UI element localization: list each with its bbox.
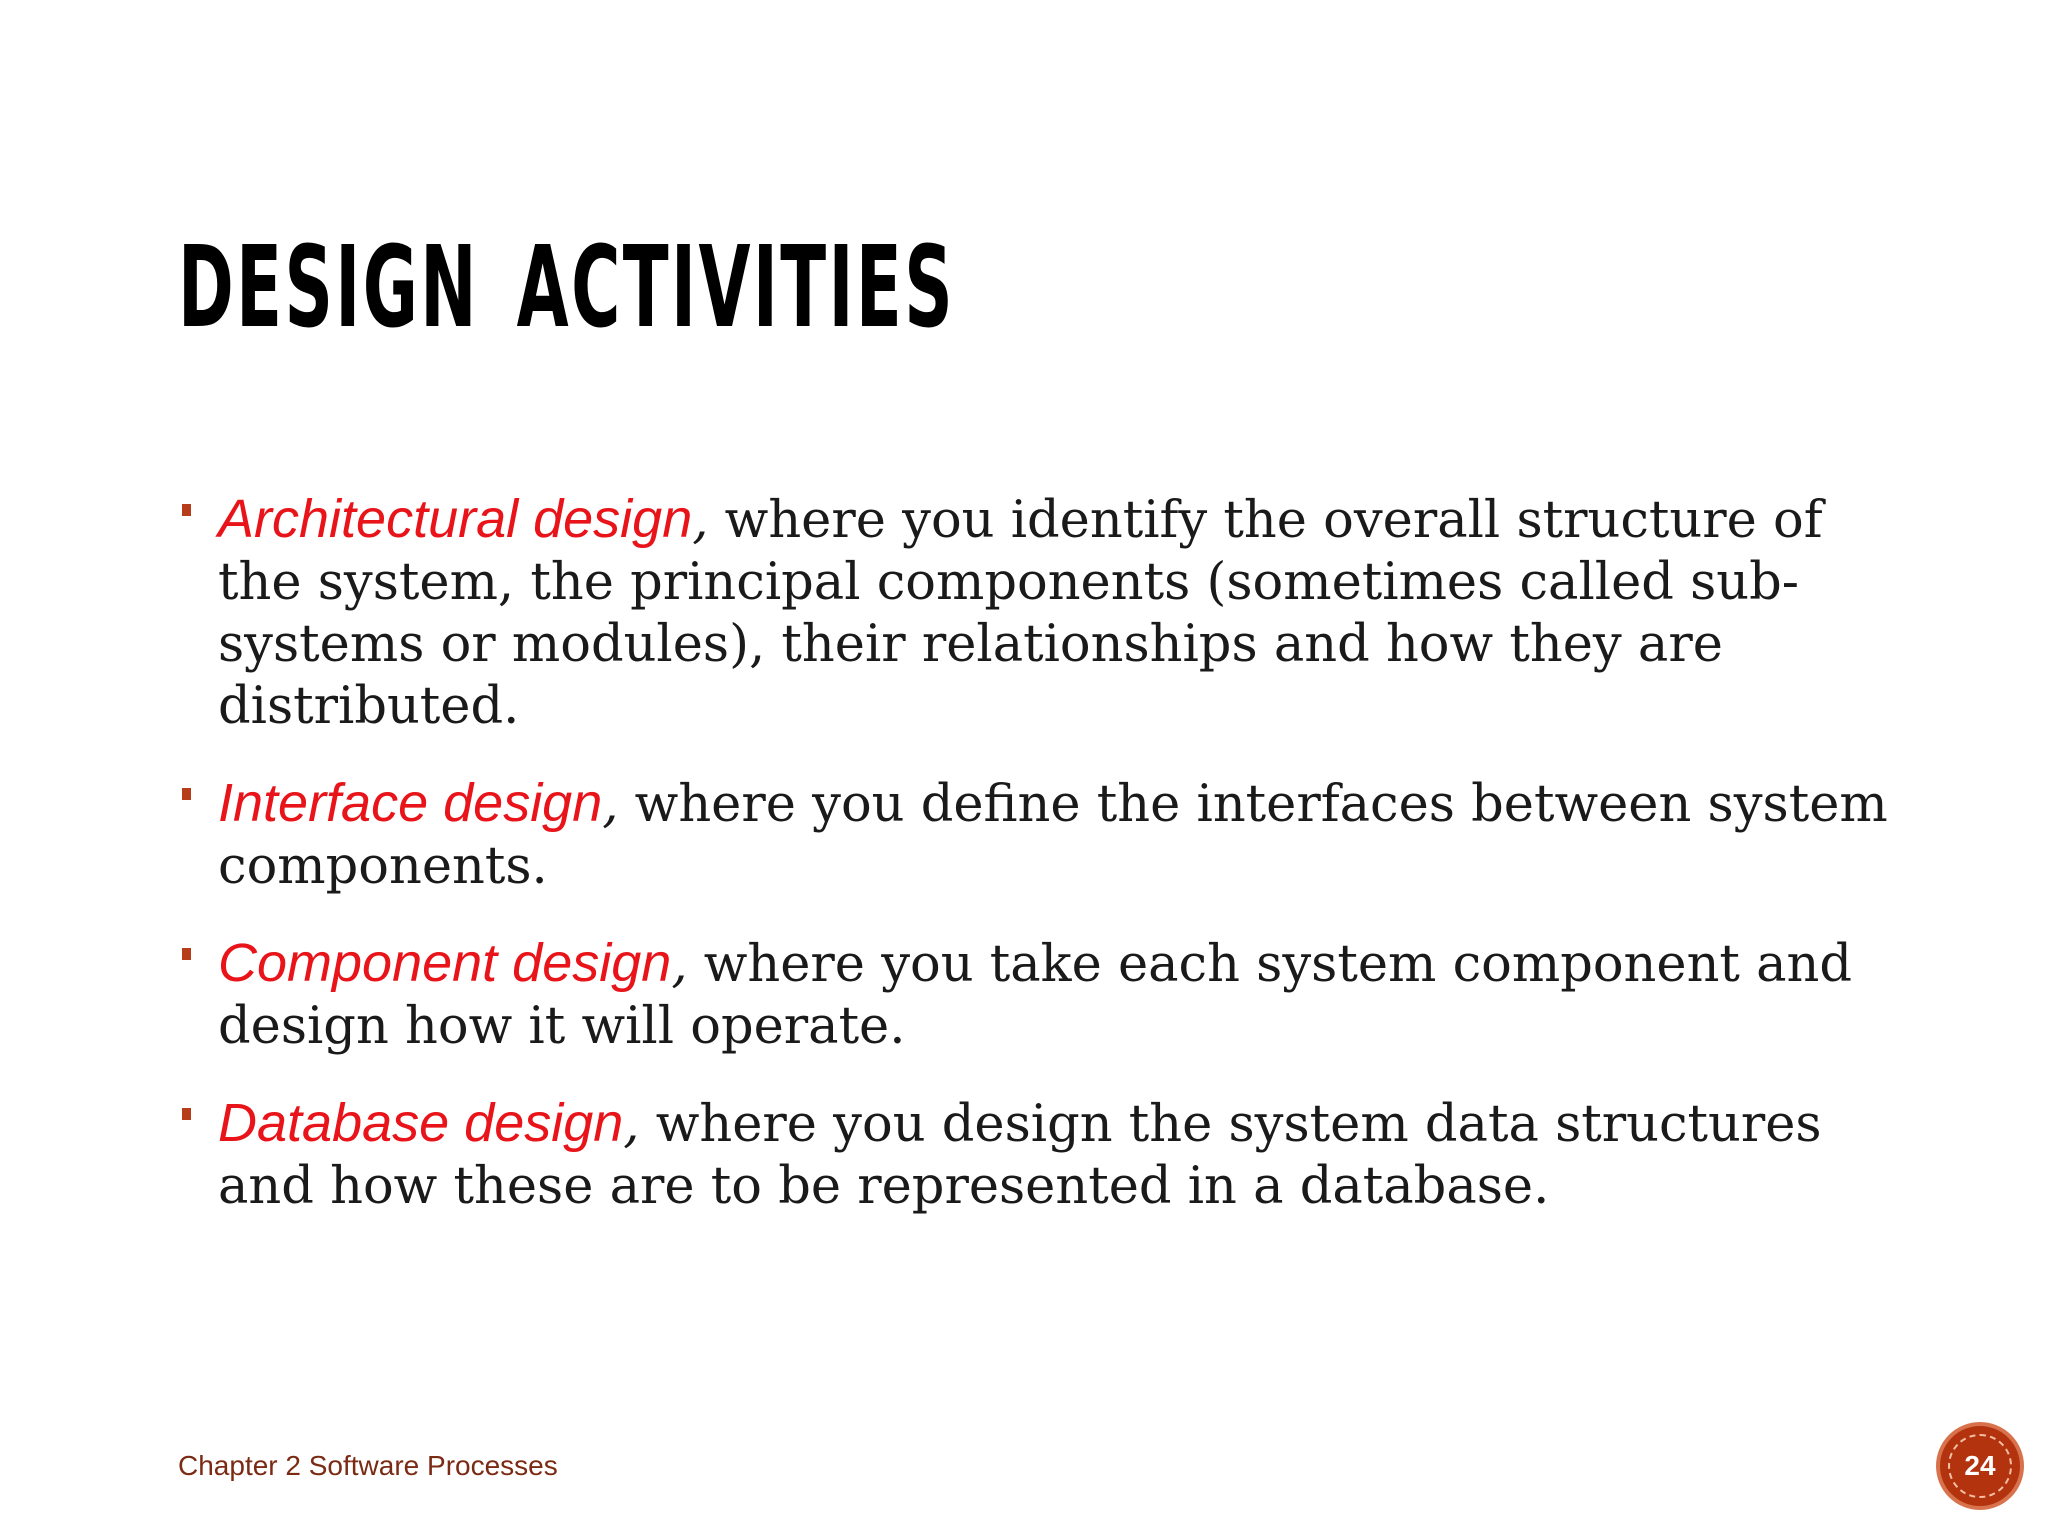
bullet-text: where you define the interfaces between system components. [218,775,1888,896]
slide-title: DESIGN ACTIVITIES [178,223,956,353]
bullet-term: Architectural design [218,489,693,549]
bullet-interface-design [180,772,1890,898]
page-number-badge [1936,1422,2024,1510]
bullet-architectural-design [180,488,1890,738]
bullet-comma: , [623,1095,640,1154]
bullet-text: where you identify the overall structure of the system, the principal components (sometimes called sub-systems or modules), their relationships and how they are distributed. [218,491,1823,736]
square-bullet-icon [182,1108,191,1120]
bullet-text: where you take each system component and design how it will operate. [218,935,1853,1056]
bullet-comma: , [671,935,688,994]
page-number: 24 [1964,1450,1996,1481]
footer-chapter-label: Chapter 2 Software Processes [178,1450,558,1481]
bullet-text: where you design the system data structures and how these are to be represented in a database. [218,1095,1822,1216]
bullet-term: Database design [218,1093,624,1153]
bullet-list [180,488,1890,1252]
bullet-term: Component design [218,933,672,993]
square-bullet-icon [182,948,191,960]
bullet-comma: , [692,491,709,550]
bullet-database-design [180,1092,1890,1218]
square-bullet-icon [182,788,191,800]
bullet-component-design [180,932,1890,1058]
bullet-comma: , [602,775,619,834]
bullet-term: Interface design [218,773,603,833]
square-bullet-icon [182,504,191,516]
